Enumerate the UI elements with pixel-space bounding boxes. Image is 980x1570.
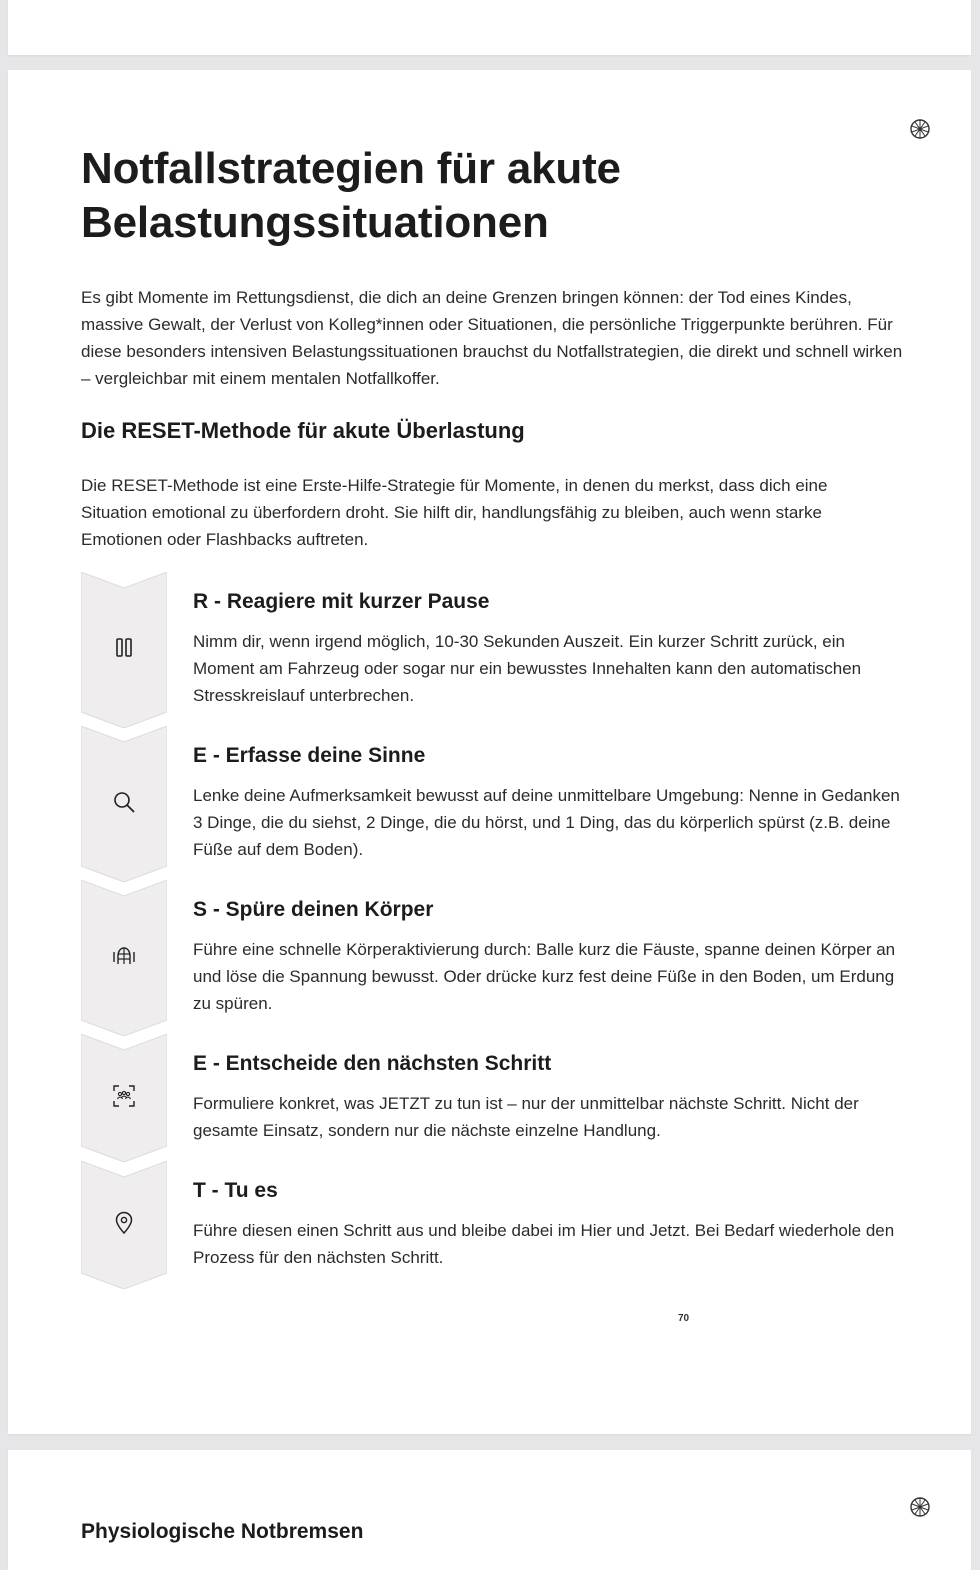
step-item	[81, 1034, 911, 1161]
step-text: Formuliere konkret, was JETZT zu tun ist – nur der unmittelbar nächste Schritt. Nicht der gesamte Einsatz, sondern nur die nächste einzelne Handlung.	[193, 1094, 859, 1140]
step-item	[81, 572, 911, 726]
step-title: S - Spüre deinen Körper	[193, 898, 434, 921]
focus-group-icon	[112, 1084, 136, 1108]
step-title: E - Entscheide den nächsten Schritt	[193, 1052, 552, 1075]
step-title: E - Erfasse deine Sinne	[193, 744, 426, 767]
step-item	[81, 1161, 911, 1288]
brain-logo-icon	[909, 1496, 931, 1518]
search-icon	[112, 790, 136, 814]
body-scan-icon	[112, 944, 136, 968]
step-text: Lenke deine Aufmerksamkeit bewusst auf deine unmittelbare Umgebung: Nenne in Gedanken 3 Dinge, die du siehst, 2 Dinge, die du hörst, und 1 Ding, das du körperlich spürst (z.B. deine Füße auf dem Boden).	[193, 786, 900, 859]
step-text: Führe eine schnelle Körperaktivierung durch: Balle kurz die Fäuste, spanne deinen Körper an und löse die Spannung bewusst. Oder drücke kurz fest deine Füße in den Boden, um Erdung zu spüren.	[193, 940, 896, 1013]
page-number: 70	[678, 1313, 690, 1324]
page-title: Notfallstrategien für akute Belastungssituationen	[81, 144, 621, 247]
step-item	[81, 726, 911, 880]
step-title: R - Reagiere mit kurzer Pause	[193, 590, 490, 613]
step-item	[81, 880, 911, 1034]
section-heading: Die RESET-Methode für akute Überlastung	[81, 418, 525, 443]
step-title: T - Tu es	[193, 1179, 278, 1202]
section-intro-paragraph: Die RESET-Methode ist eine Erste-Hilfe-Strategie für Momente, in denen du merkst, dass dich eine Situation emotional zu überfordern droht. Sie hilft dir, handlungsfähig zu bleiben, auch wenn starke Emotionen oder Flashbacks auftreten.	[81, 476, 828, 549]
intro-paragraph: Es gibt Momente im Rettungsdienst, die dich an deine Grenzen bringen können: der Tod eines Kindes, massive Gewalt, der Verlust von Kolleg*innen oder Situationen, die persönliche Triggerpunkte berühren. Für diese besonders intensiven Belastungssituationen brauchst du Notfallstrategien, die direkt und schnell wirken – vergleichbar mit einem mentalen Notfallkoffer.	[81, 288, 903, 388]
previous-page-fragment	[8, 0, 971, 55]
step-text: Führe diesen einen Schritt aus und bleibe dabei im Hier und Jetzt. Bei Bedarf wiederhole den Prozess für den nächsten Schritt.	[193, 1221, 895, 1267]
step-text: Nimm dir, wenn irgend möglich, 10-30 Sekunden Auszeit. Ein kurzer Schritt zurück, ein Moment am Fahrzeug oder sogar nur ein bewusstes Innehalten kann den automatischen Stresskreislauf unterbrechen.	[193, 632, 862, 705]
next-page-heading: Physiologische Notbremsen	[81, 1520, 364, 1543]
document-page	[8, 70, 971, 1434]
brain-logo-icon	[909, 118, 931, 140]
next-page-fragment	[8, 1450, 971, 1570]
pause-icon	[112, 636, 136, 660]
location-pin-icon	[112, 1211, 136, 1235]
